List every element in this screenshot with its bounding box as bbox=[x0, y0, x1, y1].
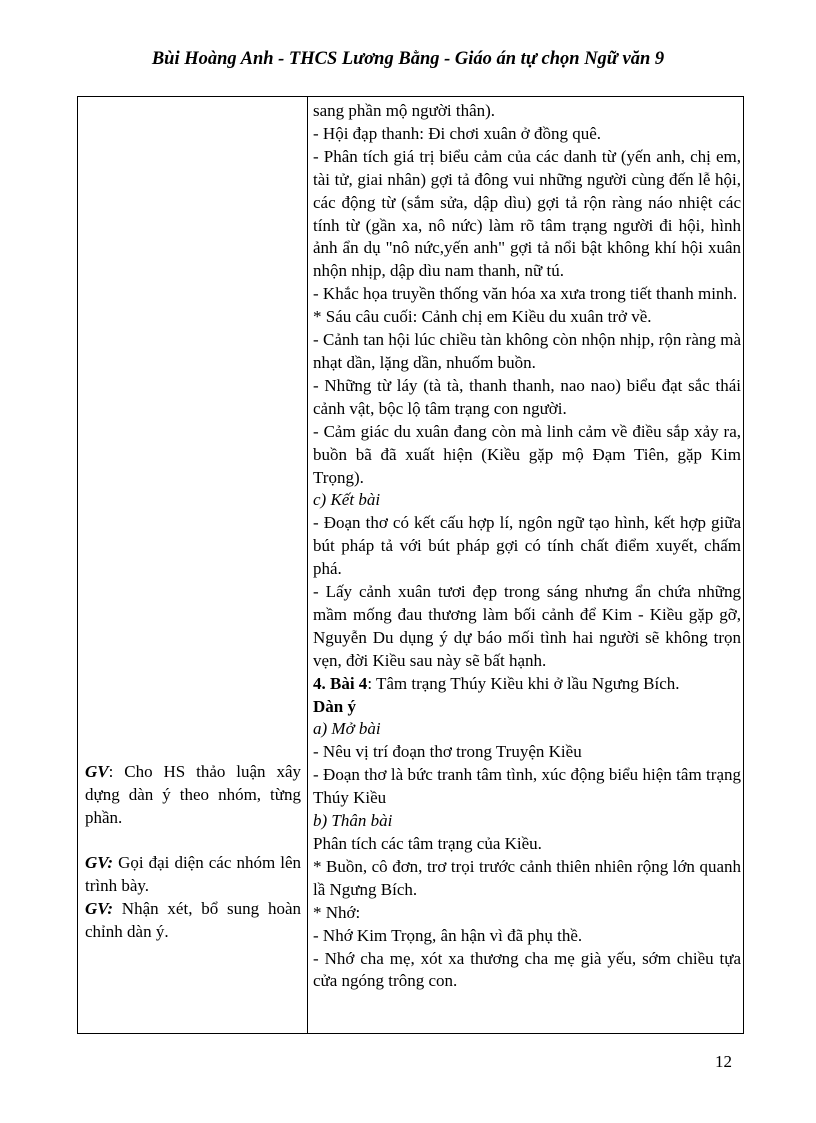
content-paragraph: - Lấy cảnh xuân tươi đẹp trong sáng nhưng ẩn chứa những mầm mống đau thương làm bối cảnh để Kim - Kiều gặp gỡ, Nguyễn Du dụng ý dự báo mối tình hai người sẽ không trọn vẹn, đời Kiều sau này sẽ bất hạnh. bbox=[313, 582, 741, 670]
gv-instruction-discuss bbox=[85, 761, 301, 830]
outline-heading: Dàn ý bbox=[313, 696, 356, 716]
content-paragraph: - Đoạn thơ là bức tranh tâm tình, xúc động biểu hiện tâm trạng Thúy Kiều bbox=[313, 765, 741, 808]
content-paragraph: sang phần mộ người thân). bbox=[313, 101, 496, 120]
content-paragraph: * Sáu câu cuối: Cảnh chị em Kiều du xuân trở về. bbox=[313, 307, 652, 327]
gv-text: Gọi đại diện các nhóm lên trình bày. bbox=[85, 853, 301, 895]
content-paragraph: * Buồn, cô đơn, trơ trọi trước cảnh thiên nhiên rộng lớn quanh lầ Ngưng Bích. bbox=[313, 856, 741, 899]
section-heading-body: b) Thân bài bbox=[313, 811, 393, 831]
exercise-topic: : Tâm trạng Thúy Kiều khi ở lầu Ngưng Bích. bbox=[367, 673, 680, 693]
exercise-title bbox=[313, 673, 741, 696]
content-paragraph: - Khắc họa truyền thống văn hóa xa xưa trong tiết thanh minh. bbox=[313, 284, 738, 304]
content-paragraph: * Nhớ: bbox=[313, 902, 361, 922]
page-header: Bùi Hoàng Anh - THCS Lương Bằng - Giáo án tự chọn Ngữ văn 9 bbox=[151, 49, 665, 69]
content-paragraph: - Cảm giác du xuân đang còn mà linh cảm về điều sắp xảy ra, buồn bã đã xuất hiện (Kiều gặp mộ Đạm Tiên, gặp Kim Trọng). bbox=[313, 421, 741, 487]
content-paragraph: - Phân tích giá trị biểu cảm của các danh từ (yến anh, chị em, tài tử, giai nhân) gợi tả đông vui những người cùng đến lễ hội, các động từ (sắm sửa, dập dìu) gợi tả rộn ràng náo nhiệt các tính từ (gần xa, nô nức) làm rõ tâm trạng người đi hội, hình ảnh ẩn dụ "nô nức,yến anh" gợi tả nổi bật không khí hội xuân nhộn nhịp, dập dìu nam thanh, nữ tú. bbox=[313, 146, 741, 281]
content-paragraph: - Nhớ Kim Trọng, ân hận vì đã phụ thề. bbox=[313, 925, 583, 945]
gv-instruction-present bbox=[85, 852, 301, 898]
content-paragraph: Phân tích các tâm trạng của Kiều. bbox=[313, 834, 542, 853]
content-paragraph: - Nhớ cha mẹ, xót xa thương cha mẹ già yếu, sớm chiều tựa cửa ngóng trông con. bbox=[313, 948, 741, 991]
content-paragraph: - Hội đạp thanh: Đi chơi xuân ở đồng quê. bbox=[313, 123, 602, 143]
page-number: 12 bbox=[715, 1052, 732, 1071]
section-heading-intro: a) Mở bài bbox=[313, 719, 381, 739]
gv-text: : Cho HS thảo luận xây dựng dàn ý theo nhóm, từng phần. bbox=[85, 762, 301, 827]
column-divider bbox=[307, 97, 308, 1033]
exercise-number: 4. Bài 4 bbox=[313, 673, 368, 693]
section-heading-conclusion: c) Kết bài bbox=[313, 490, 381, 510]
gv-text: Nhận xét, bổ sung hoàn chỉnh dàn ý. bbox=[85, 899, 301, 941]
gv-instruction-review bbox=[85, 898, 301, 944]
content-paragraph: - Cảnh tan hội lúc chiều tàn không còn nhộn nhịp, rộn ràng mà nhạt dần, lặng dần, nhuốm buồn. bbox=[313, 330, 741, 372]
content-paragraph: - Những từ láy (tà tà, thanh thanh, nao nao) biểu đạt sắc thái cảnh vật, bộc lộ tâm trạng con người. bbox=[313, 375, 741, 418]
lesson-table bbox=[77, 96, 744, 1034]
content-paragraph: - Đoạn thơ có kết cấu hợp lí, ngôn ngữ tạo hình, kết hợp giữa bút pháp tả với bút pháp gợi có tính chất điểm xuyết, chấm phá. bbox=[313, 513, 741, 579]
content-column bbox=[313, 100, 741, 993]
content-paragraph: - Nêu vị trí đoạn thơ trong Truyện Kiều bbox=[313, 742, 582, 762]
gv-label: GV: bbox=[85, 899, 114, 918]
gv-label: GV: bbox=[85, 853, 114, 872]
gv-label: GV bbox=[85, 762, 109, 781]
